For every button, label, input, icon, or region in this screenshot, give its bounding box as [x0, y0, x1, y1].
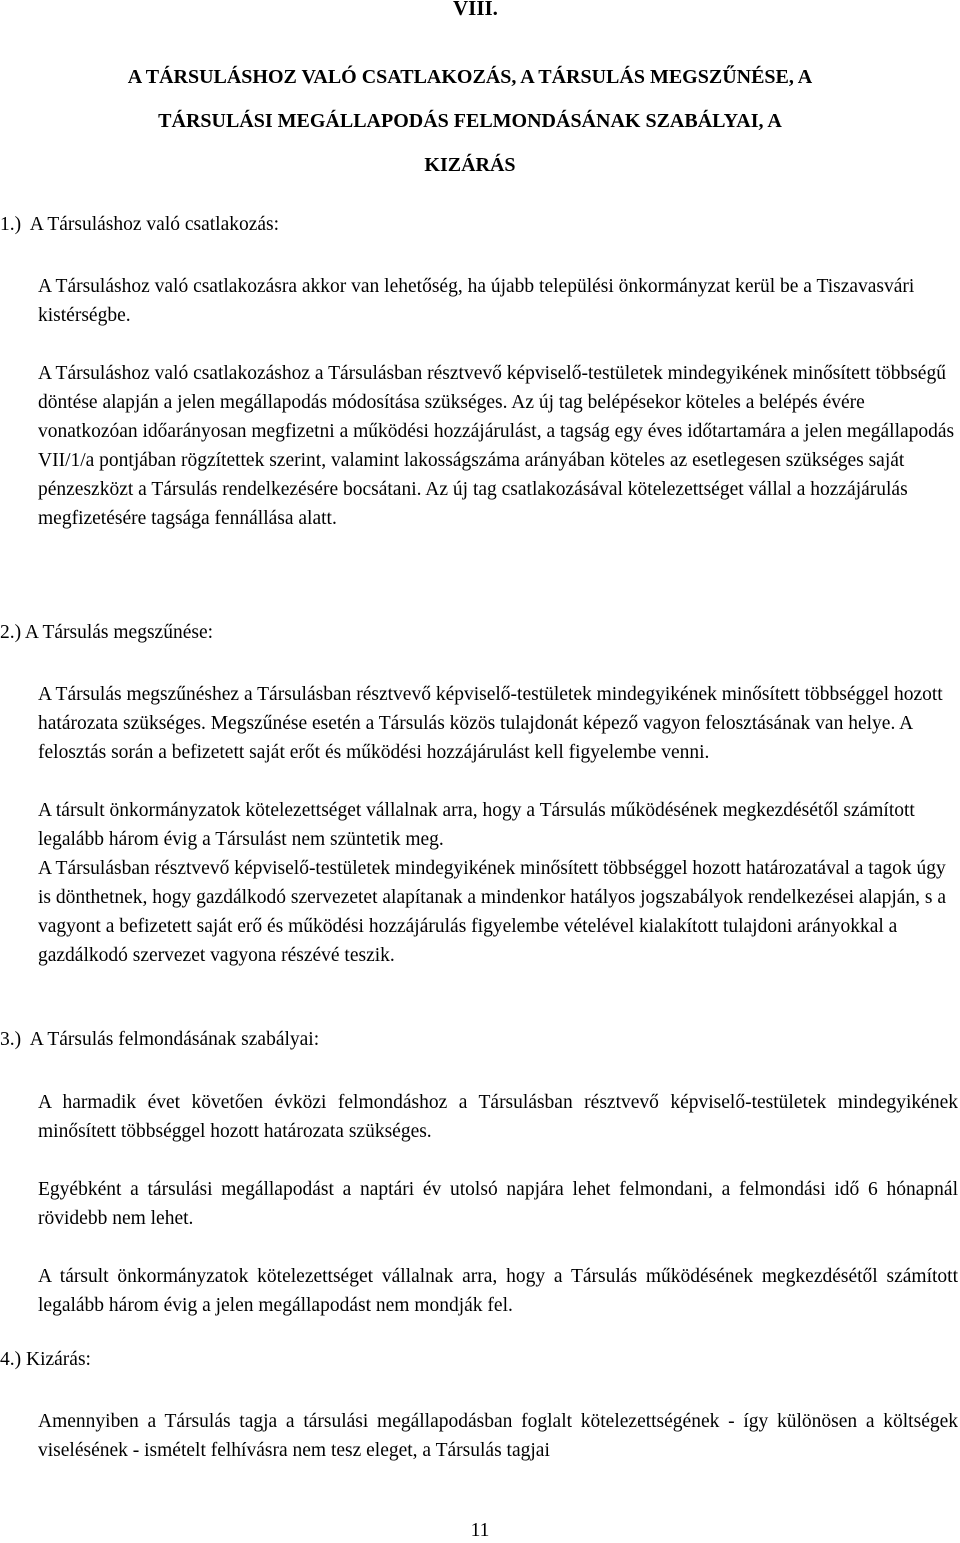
chapter-number: VIII. — [453, 0, 498, 20]
section-1-paragraph-1: A Társuláshoz való csatlakozásra akkor van lehetőség, ha újabb települési önkormányzat kerül be a Tiszavasvári kistérségbe. — [38, 276, 915, 326]
section-4-paragraph-1: Amennyiben a Társulás tagja a társulási megállapodásban foglalt kötelezettségének - így különösen a költségek viselésének - ismételt felhívásra nem tesz eleget, a Társulás tagjai — [38, 1411, 958, 1461]
title-line-3: KIZÁRÁS — [424, 154, 516, 176]
page-number: 11 — [470, 1520, 490, 1541]
section-2-paragraph-1: A Társulás megszűnéshez a Társulásban résztvevő képviselő-testületek mindegyikének minősített többséggel hozott határozata szükséges. Megszűnése esetén a Társulás közös tulajdonát képező vagyon felosztásának van helye. A felosztás során a befizetett saját erőt és működési hozzájárulást kell figyelembe venni. — [38, 684, 943, 763]
section-3-heading: 3.) A Társulás felmondásának szabályai: — [0, 1029, 320, 1050]
section-2-heading: 2.) A Társulás megszűnése: — [0, 622, 214, 643]
section-2-paragraph-2: A társult önkormányzatok kötelezettséget vállalnak arra, hogy a Társulás működésének megkezdésétől számított legalább három évig a Társulást nem szüntetik meg. — [38, 800, 915, 850]
section-4-heading: 4.) Kizárás: — [0, 1349, 91, 1370]
title-line-1: A TÁRSULÁSHOZ VALÓ CSATLAKOZÁS, A TÁRSULÁS MEGSZŰNÉSE, A — [127, 66, 813, 88]
section-1-heading: 1.) A Társuláshoz való csatlakozás: — [0, 214, 280, 235]
section-2-paragraph-3: A Társulásban résztvevő képviselő-testületek mindegyikének minősített többséggel hozott határozatával a tagok úgy is dönthetnek, hogy gazdálkodó szervezetet alapítanak a mindenkor hatályos jogszabályok rendelkezései alapján, s a vagyont a befizetett saját erő és működési hozzájárulás figyelembe vételével kialakított tulajdoni arányokkal a gazdálkodó szervezet vagyona részévé teszik. — [38, 858, 947, 966]
section-3-paragraph-1: A harmadik évet követően évközi felmondáshoz a Társulásban résztvevő képviselő-testületek mindegyikének minősített többséggel hozott határozata szükséges. — [38, 1092, 958, 1142]
section-3-paragraph-3: A társult önkormányzatok kötelezettséget vállalnak arra, hogy a Társulás működésének megkezdésétől számított legalább három évig a jelen megállapodást nem mondják fel. — [38, 1266, 958, 1316]
chapter-title — [20, 55, 920, 187]
section-3-paragraph-2: Egyébként a társulási megállapodást a naptári év utolsó napjára lehet felmondani, a felmondási idő 6 hónapnál rövidebb nem lehet. — [38, 1179, 958, 1229]
title-line-2: TÁRSULÁSI MEGÁLLAPODÁS FELMONDÁSÁNAK SZABÁLYAI, A — [158, 110, 782, 132]
section-1-paragraph-2: A Társuláshoz való csatlakozáshoz a Társulásban résztvevő képviselő-testületek mindegyikének minősített többségű döntése alapján a jelen megállapodás módosítása szükséges. Az új tag belépésekor köteles a belépés évére vonatkozóan időarányosan megfizetni a működési hozzájárulást, a tagság egy éves időtartamára a jelen megállapodás VII/1/a pontjában rögzítettek szerint, valamint lakosságszáma arányában köteles az esetlegesen szükséges saját pénzeszközt a Társulás rendelkezésére bocsátani. Az új tag csatlakozásával kötelezettséget vállal a hozzájárulás megfizetésére tagsága fennállása alatt. — [38, 363, 955, 529]
